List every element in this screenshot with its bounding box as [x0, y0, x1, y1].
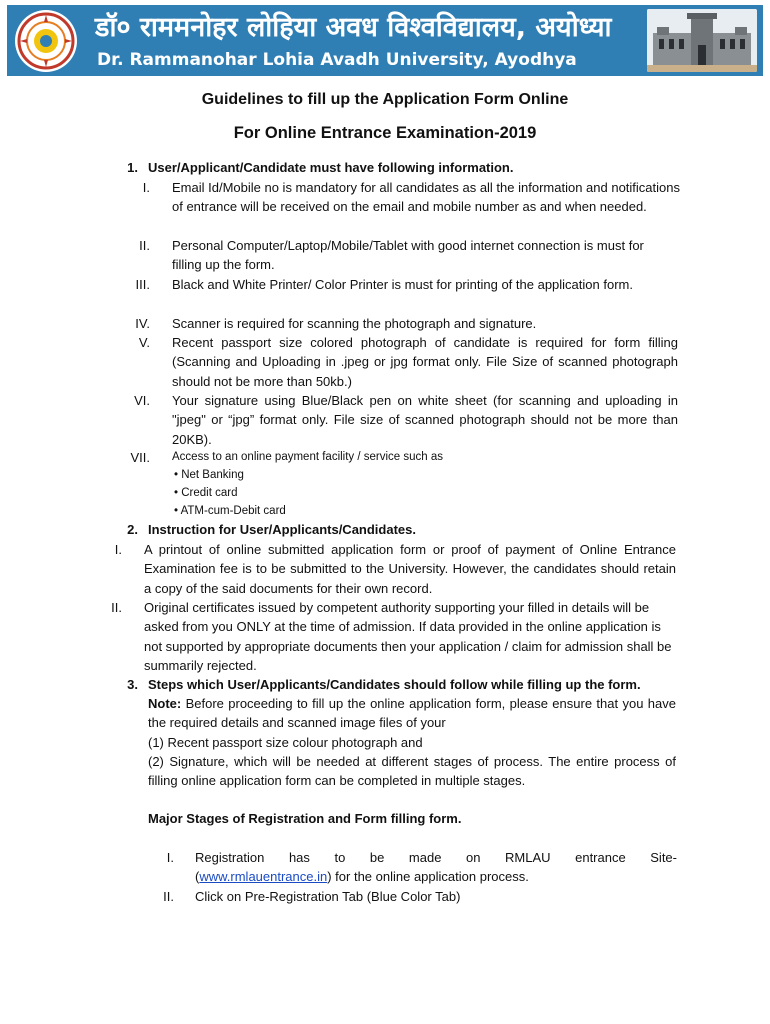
payment-option: • Credit card [174, 487, 238, 499]
list-item: Scanner is required for scanning the photograph and signature. [172, 316, 537, 331]
university-building-icon [647, 9, 757, 72]
list-item-number: I. [166, 850, 174, 865]
list-item: Personal Computer/Laptop/Mobile/Tablet with good internet connection is must for filling up the form. [172, 238, 644, 273]
university-header-banner [7, 5, 763, 76]
section-number: 1. [127, 160, 138, 175]
note-item: (2) Signature, which will be needed at different stages of process. The entire process of filling online application form can be completed in multiple stages. [148, 754, 676, 789]
list-item-number: II. [163, 889, 174, 904]
list-item: Original certificates issued by competent authority supporting your filled in details will be asked from you ONLY at the time of admission. If data provided in the online application is not supported by appropriate documents then your application / claim for admission shall be summarily rejected. [144, 600, 672, 674]
section-heading: Steps which User/Applicants/Candidates should follow while filling up the form. [148, 677, 641, 692]
list-item: A printout of online submitted application form or proof of payment of Online Entrance Examination fee is to be submitted to the University. However, the candidates should retain a copy of the said documents for their own record. [144, 542, 676, 596]
payment-option: • ATM-cum-Debit card [174, 505, 286, 517]
page-subtitle: For Online Entrance Examination-2019 [233, 124, 537, 142]
note-item: (1) Recent passport size colour photograph and [148, 735, 423, 750]
note-label: Note: [148, 696, 182, 711]
stage-line: Registration has to be made on RMLAU entrance Site- [195, 850, 677, 865]
list-item: Black and White Printer/ Color Printer is must for printing of the application form. [172, 277, 633, 292]
list-item: Access to an online payment facility / service such as [172, 451, 444, 463]
list-item: Email Id/Mobile no is mandatory for all candidates as all the information and notifications of entrance will be received on the email and mobile number as and when needed. [172, 180, 680, 215]
list-item-number: I. [114, 542, 122, 557]
payment-option: • Net Banking [174, 469, 244, 481]
major-stages-heading: Major Stages of Registration and Form filling form. [148, 811, 462, 826]
university-name-english: Dr. Rammanohar Lohia Avadh University, Ayodhya [97, 50, 577, 70]
section-heading: Instruction for User/Applicants/Candidates. [148, 522, 416, 537]
entrance-site-link[interactable]: www.rmlauentrance.in [199, 869, 328, 885]
page-title: Guidelines to fill up the Application Form Online [201, 91, 569, 108]
section-number: 2. [127, 522, 138, 537]
note-paragraph [148, 694, 676, 733]
university-emblem-icon [15, 10, 77, 72]
list-item-number: II. [111, 600, 122, 615]
list-item: Recent passport size colored photograph of candidate is required for form filling (Scanning and Uploading in .jpeg or jpg format only. File Size of scanned photograph should not be more than 50kb.) [172, 335, 678, 389]
list-item-number: V. [138, 335, 150, 350]
list-item-number: III. [135, 277, 150, 292]
university-name-hindi: डॉ० राममनोहर लोहिया अवध विश्वविद्यालय, अयोध्या [95, 12, 612, 43]
list-item-number: I. [142, 180, 150, 195]
list-item-number: II. [139, 238, 150, 253]
stage-line: (www.rmlauentrance.in) for the online application process. [195, 869, 529, 885]
list-item: Your signature using Blue/Black pen on white sheet (for scanning and uploading in "jpeg" or “jpg” format only. File size of scanned photograph should not be more than 20KB). [172, 393, 678, 447]
list-item-number: IV. [135, 316, 150, 331]
list-item-number: VI. [134, 393, 150, 408]
section-number: 3. [127, 677, 138, 692]
list-item [195, 848, 677, 887]
note-text: Before proceeding to fill up the online application form, please ensure that you have the required details and scanned image files of your [148, 696, 676, 731]
list-item-number: VII. [130, 450, 150, 465]
list-item: Click on Pre-Registration Tab (Blue Color Tab) [195, 889, 461, 904]
section-heading: User/Applicant/Candidate must have following information. [148, 160, 514, 175]
